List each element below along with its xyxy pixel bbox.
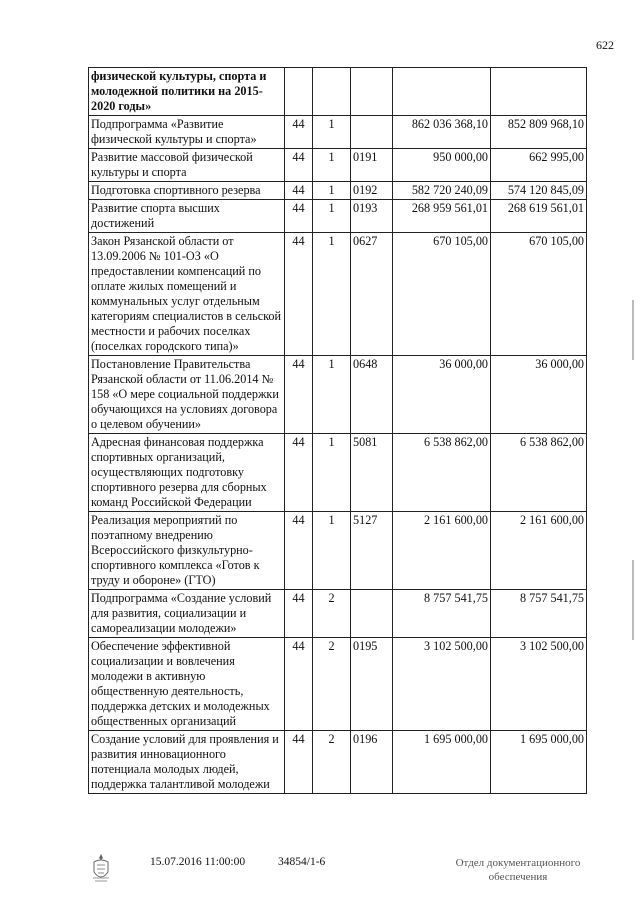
cell-e xyxy=(491,68,587,116)
cell-name: Подготовка спортивного резерва xyxy=(89,182,285,200)
table-row xyxy=(89,68,587,116)
cell-c: 0648 xyxy=(351,356,393,434)
footer-department-line2: обеспечения xyxy=(488,871,548,883)
cell-c xyxy=(351,116,393,149)
cell-e: 2 161 600,00 xyxy=(491,512,587,590)
table-row xyxy=(89,116,587,149)
cell-e: 574 120 845,09 xyxy=(491,182,587,200)
cell-c: 0191 xyxy=(351,149,393,182)
cell-name: Закон Рязанской области от 13.09.2006 № 101-ОЗ «О предоставлении компенсаций по оплате жилых помещений и коммунальных услуг отдельным категориям специалистов в сельской местности и рабочих поселках (поселках городского типа)» xyxy=(89,233,285,356)
cell-c xyxy=(351,590,393,638)
budget-table xyxy=(88,67,587,794)
footer-date: 15.07.2016 11:00:00 xyxy=(150,856,246,868)
footer-department-line1: Отдел документационного xyxy=(455,857,581,869)
table-row xyxy=(89,182,587,200)
cell-e: 6 538 862,00 xyxy=(491,434,587,512)
cell-b: 1 xyxy=(313,233,351,356)
table-row xyxy=(89,638,587,731)
cell-b: 2 xyxy=(313,731,351,794)
cell-a: 44 xyxy=(285,731,313,794)
cell-d: 3 102 500,00 xyxy=(393,638,491,731)
cell-name: Подпрограмма «Развитие физической культуры и спорта» xyxy=(89,116,285,149)
cell-name: Подпрограмма «Создание условий для развития, социализации и самореализации молодежи» xyxy=(89,590,285,638)
cell-d: 1 695 000,00 xyxy=(393,731,491,794)
scan-edge-mark xyxy=(632,560,634,640)
cell-c xyxy=(351,68,393,116)
cell-e: 8 757 541,75 xyxy=(491,590,587,638)
cell-d xyxy=(393,68,491,116)
cell-a: 44 xyxy=(285,116,313,149)
cell-name: Создание условий для проявления и развития инновационного потенциала молодых людей, поддержка талантливой молодежи xyxy=(89,731,285,794)
cell-name: Развитие массовой физической культуры и спорта xyxy=(89,149,285,182)
cell-a: 44 xyxy=(285,149,313,182)
cell-e: 852 809 968,10 xyxy=(491,116,587,149)
coat-of-arms-icon xyxy=(90,852,112,884)
cell-name: физической культуры, спорта и молодежной политики на 2015-2020 годы» xyxy=(89,68,285,116)
cell-b: 1 xyxy=(313,356,351,434)
cell-b: 1 xyxy=(313,182,351,200)
page-number: 622 xyxy=(596,38,614,52)
cell-e: 1 695 000,00 xyxy=(491,731,587,794)
table-row xyxy=(89,233,587,356)
cell-e: 268 619 561,01 xyxy=(491,200,587,233)
cell-c: 0193 xyxy=(351,200,393,233)
cell-a: 44 xyxy=(285,590,313,638)
cell-name: Обеспечение эффективной социализации и вовлечения молодежи в активную общественную деятельность, поддержка детских и молодежных общественных организаций xyxy=(89,638,285,731)
table-row xyxy=(89,356,587,434)
cell-a: 44 xyxy=(285,356,313,434)
cell-d: 950 000,00 xyxy=(393,149,491,182)
cell-d: 862 036 368,10 xyxy=(393,116,491,149)
cell-e: 670 105,00 xyxy=(491,233,587,356)
cell-b: 1 xyxy=(313,434,351,512)
cell-c: 0192 xyxy=(351,182,393,200)
cell-c: 5081 xyxy=(351,434,393,512)
cell-e: 3 102 500,00 xyxy=(491,638,587,731)
cell-c: 5127 xyxy=(351,512,393,590)
scan-edge-mark xyxy=(632,300,634,360)
cell-a: 44 xyxy=(285,233,313,356)
cell-name: Развитие спорта высших достижений xyxy=(89,200,285,233)
cell-a: 44 xyxy=(285,200,313,233)
cell-a: 44 xyxy=(285,434,313,512)
cell-b: 1 xyxy=(313,200,351,233)
cell-d: 582 720 240,09 xyxy=(393,182,491,200)
cell-d: 268 959 561,01 xyxy=(393,200,491,233)
cell-d: 8 757 541,75 xyxy=(393,590,491,638)
cell-c: 0195 xyxy=(351,638,393,731)
cell-a: 44 xyxy=(285,182,313,200)
footer-code: 34854/1-6 xyxy=(278,856,326,868)
cell-b: 1 xyxy=(313,116,351,149)
cell-d: 2 161 600,00 xyxy=(393,512,491,590)
cell-name: Адресная финансовая поддержка спортивных организаций, осуществляющих подготовку спортивного резерва для сборных команд Российской Федерации xyxy=(89,434,285,512)
cell-b: 2 xyxy=(313,638,351,731)
cell-c: 0196 xyxy=(351,731,393,794)
table-row xyxy=(89,200,587,233)
cell-b: 2 xyxy=(313,590,351,638)
table-row xyxy=(89,590,587,638)
cell-c: 0627 xyxy=(351,233,393,356)
cell-b: 1 xyxy=(313,512,351,590)
table-row xyxy=(89,434,587,512)
cell-d: 670 105,00 xyxy=(393,233,491,356)
cell-name: Постановление Правительства Рязанской области от 11.06.2014 № 158 «О мере социальной поддержки обучающихся на условиях договора о целевом обучении» xyxy=(89,356,285,434)
cell-e: 662 995,00 xyxy=(491,149,587,182)
cell-b xyxy=(313,68,351,116)
cell-e: 36 000,00 xyxy=(491,356,587,434)
table-row xyxy=(89,149,587,182)
cell-d: 6 538 862,00 xyxy=(393,434,491,512)
cell-a xyxy=(285,68,313,116)
cell-a: 44 xyxy=(285,638,313,731)
cell-name: Реализация мероприятий по поэтапному внедрению Всероссийского физкультурно-спортивного комплекса «Готов к труду и обороне» (ГТО) xyxy=(89,512,285,590)
table-row xyxy=(89,512,587,590)
cell-d: 36 000,00 xyxy=(393,356,491,434)
cell-b: 1 xyxy=(313,149,351,182)
cell-a: 44 xyxy=(285,512,313,590)
footer-department xyxy=(448,856,588,884)
table-row xyxy=(89,731,587,794)
